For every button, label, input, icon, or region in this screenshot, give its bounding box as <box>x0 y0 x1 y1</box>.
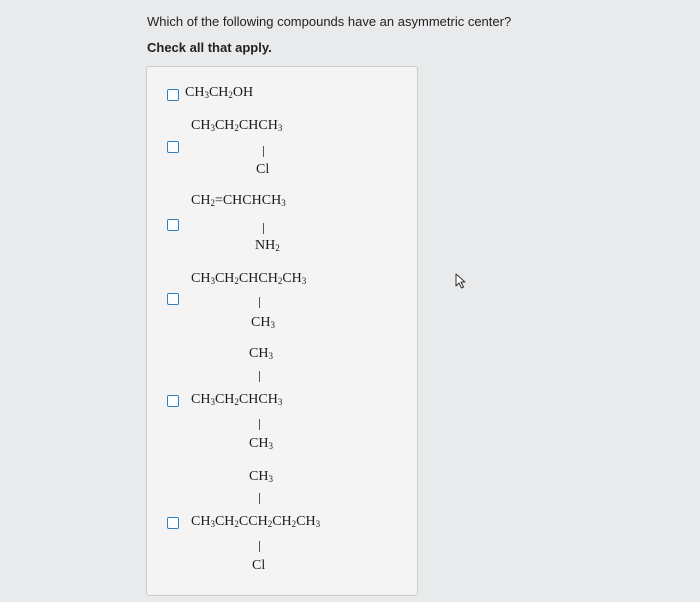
option-6-checkbox[interactable] <box>167 517 179 529</box>
option-6-formula-main: $CH_3CH_2CCH_2CH_2CH_3$ <box>191 514 321 529</box>
option-6-bond-bottom <box>259 541 260 552</box>
instruction-text: Check all that apply. <box>147 40 272 55</box>
answer-options-panel <box>146 66 418 596</box>
option-6-bond-top <box>259 493 260 504</box>
option-4-bond <box>259 297 260 308</box>
option-3-bond <box>263 223 264 234</box>
option-6-substituent-top: $CH_3$ <box>249 469 273 484</box>
option-3-formula-main: $CH_2=CHCHCH_3$ <box>191 193 286 208</box>
option-5-bond-bottom <box>259 419 260 430</box>
option-4-substituent: $CH_3$ <box>251 315 275 330</box>
option-5-formula-main: $CH_3CH_2CHCH_3$ <box>191 392 283 407</box>
option-1-checkbox[interactable] <box>167 89 179 101</box>
option-5-substituent-top: $CH_3$ <box>249 346 273 361</box>
mouse-pointer-icon <box>454 273 468 289</box>
option-3-checkbox[interactable] <box>167 219 179 231</box>
option-4-formula-main: $CH_3CH_2CHCH_2CH_3$ <box>191 271 307 286</box>
option-2-bond <box>263 146 264 157</box>
option-6-substituent-bottom: Cl <box>252 558 266 573</box>
option-2-substituent: Cl <box>256 162 270 177</box>
option-1-formula: $CH_3CH_2OH$ <box>185 85 254 100</box>
option-5-bond-top <box>259 371 260 382</box>
option-4-checkbox[interactable] <box>167 293 179 305</box>
question-text: Which of the following compounds have an asymmetric center? <box>147 14 512 29</box>
option-2-checkbox[interactable] <box>167 141 179 153</box>
option-5-checkbox[interactable] <box>167 395 179 407</box>
option-5-substituent-bottom: $CH_3$ <box>249 436 273 451</box>
option-3-substituent: $NH_2$ <box>255 238 280 253</box>
option-2-formula-main: $CH_3CH_2CHCH_3$ <box>191 118 283 133</box>
